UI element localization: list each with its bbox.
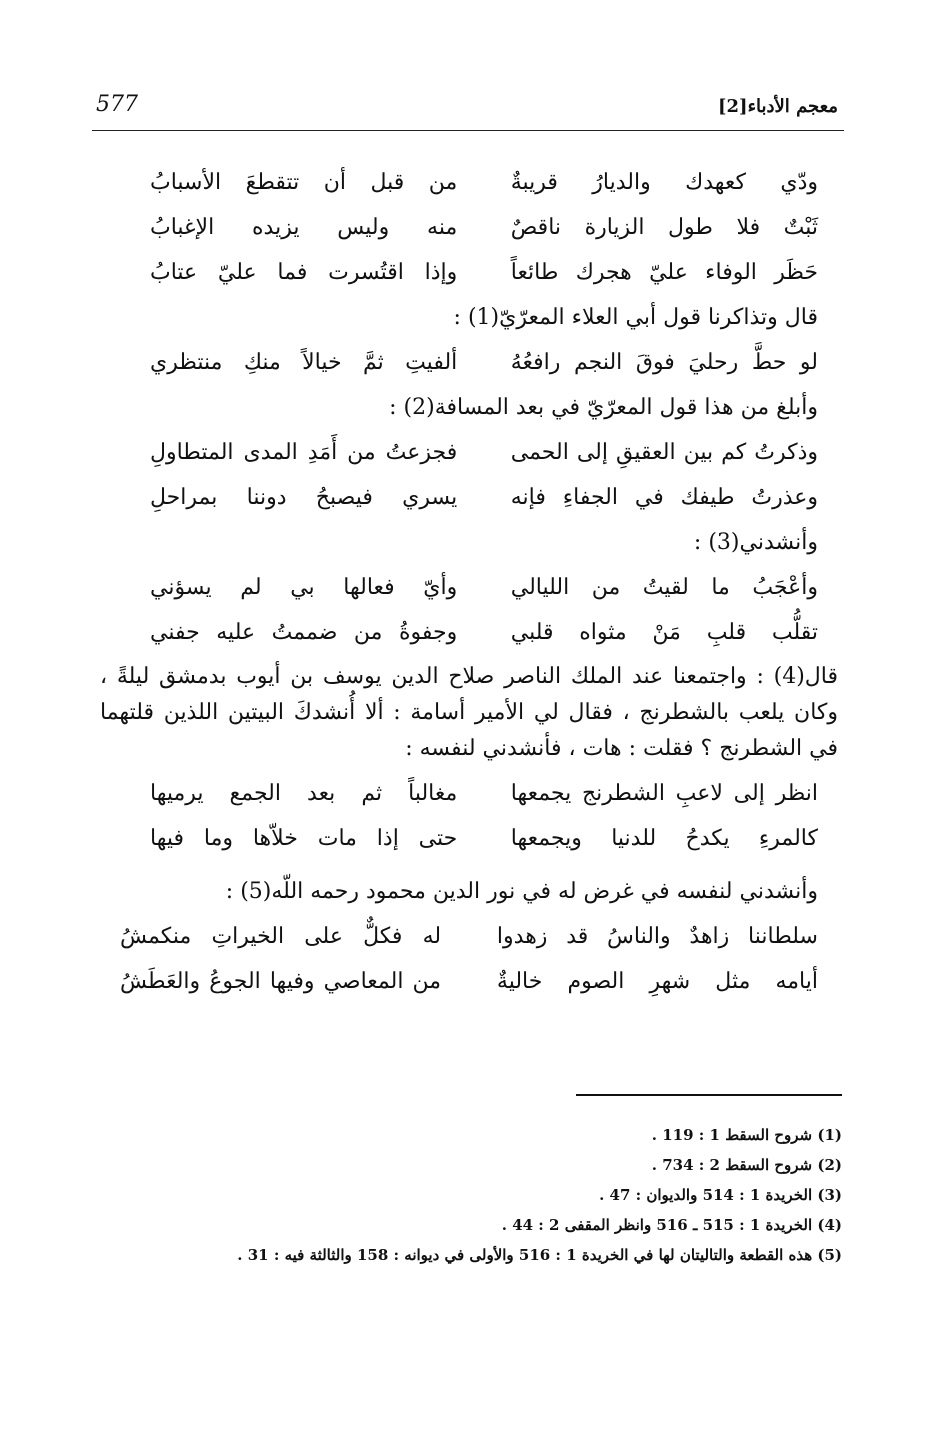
first-hemistich: كالمرءِ يكدحُ للدنيا ويجمعها: [510, 826, 818, 851]
first-hemistich: وأعْجَبُ ما لقيتُ من الليالي: [510, 575, 818, 600]
footnote: (2) شروح السقط 2 : 734 .: [651, 1156, 842, 1174]
prose-paragraph: قال(4) : واجتمعنا عند الملك الناصر صلاح الدين يوسف بن أيوب بدمشق ليلةً ، وكان يلعب بالشطرنج ، فقال لي الأمير أسامة : ألا أُنشدكَ البيتين اللذين قلتهما في الشطرنج ؟ فقلت : هات ، فأنشدني لنفسه :: [100, 664, 838, 761]
footnote: (5) هذه القطعة والتاليتان لها في الخريدة 1 : 516 والأولى في ديوانه : 158 والثالثة فيه : 31 .: [237, 1246, 842, 1264]
verse-line: [120, 914, 818, 959]
verse-line: [150, 340, 818, 385]
main-text: [100, 160, 838, 1004]
first-hemistich: ثَبْتٌ فلا طول الزيارة ناقصٌ: [510, 215, 818, 240]
second-hemistich: ألفيتِ ثمَّ خيالاً منكِ منتظري: [150, 350, 458, 375]
verse-line: [120, 959, 818, 1004]
second-hemistich: وأيّ فعالها بي لم يسؤني: [150, 575, 458, 600]
poem-block-5: [100, 771, 838, 861]
second-hemistich: له فكلٌّ على الخيراتِ منكمشُ: [120, 924, 442, 949]
second-hemistich: من المعاصي وفيها الجوعُ والعَطَشُ: [120, 969, 442, 994]
prose-line: قال وتذاكرنا قول أبي العلاء المعرّيّ(1) :: [453, 305, 818, 330]
second-hemistich: وإذا اقتُسرت فما عليّ عتابُ: [150, 260, 458, 285]
prose-line: وأنشدني لنفسه في غرض له في نور الدين محمود رحمه اللّه(5) :: [225, 879, 818, 904]
verse-line: [150, 430, 818, 475]
first-hemistich: انظر إلى لاعبِ الشطرنج يجمعها: [510, 781, 818, 806]
second-hemistich: فجزعتُ من أَمَدِ المدى المتطاولِ: [150, 440, 458, 465]
second-hemistich: منه وليس يزيده الإغبابُ: [150, 215, 458, 240]
poem-block-2: [100, 340, 838, 385]
prose-line: وأبلغ من هذا قول المعرّيّ في بعد المسافة(2) :: [389, 395, 818, 420]
verse-line: [150, 610, 818, 655]
first-hemistich: ودّي كعهدك والديارُ قريبةٌ: [510, 170, 818, 195]
first-hemistich: لو حطَّ رحليَ فوقَ النجم رافعُهُ: [510, 350, 818, 375]
second-hemistich: حتى إذا مات خلاّها وما فيها: [150, 826, 458, 851]
verse-line: [150, 475, 818, 520]
first-hemistich: وعذرتُ طيفك في الجفاءِ فإنه: [510, 485, 818, 510]
first-hemistich: تقلُّب قلبِ مَنْ مثواه قلبي: [510, 620, 818, 645]
footnote: (3) الخريدة 1 : 514 والديوان : 47 .: [599, 1186, 842, 1204]
footnote-rule: [576, 1094, 842, 1096]
second-hemistich: مغالباً ثم بعد الجمع يرميها: [150, 781, 458, 806]
first-hemistich: وذكرتُ كم بين العقيقِ إلى الحمى: [510, 440, 818, 465]
verse-line: [150, 565, 818, 610]
first-hemistich: حَظَر الوفاء عليّ هجرك طائعاً: [510, 260, 818, 285]
footnote: (1) شروح السقط 1 : 119 .: [651, 1126, 842, 1144]
second-hemistich: يسري فيصبحُ دوننا بمراحلِ: [150, 485, 458, 510]
verse-line: [150, 160, 818, 205]
footnote: (4) الخريدة 1 : 515 ـ 516 وانظر المقفى 2 : 44 .: [501, 1216, 842, 1234]
verse-line: [150, 250, 818, 295]
page-number: 577: [96, 92, 138, 117]
verse-line: [150, 816, 818, 861]
verse-line: [150, 205, 818, 250]
first-hemistich: أيامه مثل شهرِ الصوم خاليةٌ: [496, 969, 818, 994]
footnotes: [182, 1120, 842, 1270]
first-hemistich: سلطاننا زاهدٌ والناسُ قد زهدوا: [496, 924, 818, 949]
header-rule: [92, 130, 844, 131]
second-hemistich: من قبل أن تتقطعَ الأسبابُ: [150, 170, 458, 195]
running-header-title: معجم الأدباء[2]: [717, 96, 838, 117]
prose-line: وأنشدني(3) :: [693, 530, 818, 555]
second-hemistich: وجفوةُ من ضممتُ عليه جفني: [150, 620, 458, 645]
poem-block-3: [100, 430, 838, 520]
poem-block-6: [100, 914, 838, 1004]
poem-block-4: [100, 565, 838, 655]
verse-line: [150, 771, 818, 816]
poem-block-1: [100, 160, 838, 295]
